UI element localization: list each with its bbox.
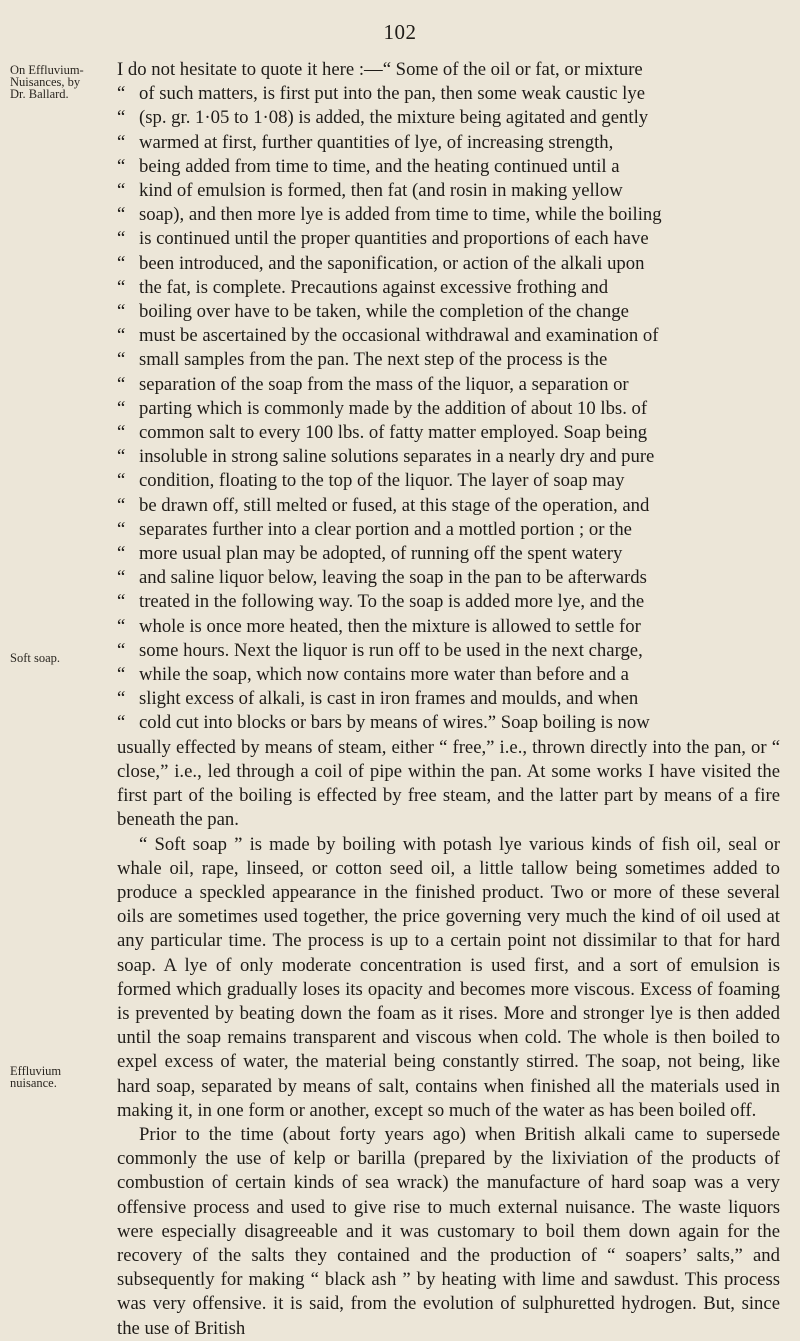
- quote-line-text: while the soap, which now contains more water than before and a: [139, 664, 629, 686]
- quote-mark: “: [117, 373, 126, 395]
- quote-line-text: the fat, is complete. Precautions against excessive frothing and: [139, 276, 609, 298]
- quote-line-text: separation of the soap from the mass of the liquor, a separation or: [139, 373, 629, 395]
- quote-mark: “: [117, 180, 126, 202]
- quote-line-text: separates further into a clear portion and a mottled portion ; or the: [139, 518, 632, 540]
- quote-last-line-text: cold cut into blocks or bars by means of wires.” Soap boiling is now: [139, 712, 650, 734]
- quote-mark: “: [117, 349, 126, 371]
- quote-line: [117, 494, 780, 518]
- quote-line-text: boiling over have to be taken, while the completion of the change: [139, 301, 629, 323]
- quote-mark: “: [117, 397, 126, 419]
- quote-intro-line: I do not hesitate to quote it here :—“ Some of the oil or fat, or mixture: [117, 59, 643, 80]
- quote-line: [117, 324, 780, 348]
- quote-line: [117, 663, 780, 687]
- paragraph-soft-soap: “ Soft soap ” is made by boiling with potash lye various kinds of fish oil, seal or whale oil, rape, linseed, or cotton seed oil, a little tallow being sometimes added to produce a speckled appearance in the finished product. Two or more of these several oils are sometimes used together, the price governing very much the kind of oil used at any particular time. The process is up to a certain point not dissimilar to that for hard soap. A lye of only moderate concentration is used first, and a sort of emulsion is formed which gradually loses its opacity and becomes more viscous. Excess of foaming is prevented by beating down the foam as it rises. More and stronger lye is then added until the soap remains transparent and viscous when cold. The whole is then boiled to expel excess of water, the material being constantly stirred. The soap, not being, like hard soap, separated by means of salt, contains when finished all the materials used in making it, in one form or another, except so much of the water as has been boiled off.: [117, 833, 780, 1121]
- quote-line: [117, 227, 780, 251]
- quote-mark: “: [117, 470, 126, 492]
- page-number: 102: [383, 20, 417, 44]
- quote-line: [117, 373, 780, 397]
- quote-mark: “: [117, 639, 126, 661]
- quote-mark: “: [117, 543, 126, 565]
- quote-line: [117, 445, 780, 469]
- quote-line-text: kind of emulsion is formed, then fat (and rosin in making yellow: [139, 180, 623, 202]
- quote-mark: “: [117, 155, 126, 177]
- quote-mark: “: [117, 422, 126, 444]
- quote-mark: “: [117, 325, 126, 347]
- quote-line: [117, 203, 780, 227]
- paragraph-effluvium-nuisance: Prior to the time (about forty years ago) when British alkali came to supersede commonly the use of kelp or barilla (prepared by the lixiviation of the products of combustion of certain kinds of sea wrack) the manufacture of hard soap was a very offensive process and used to give rise to much external nuisance. The waste liquors were especially disagreeable and it was customary to boil them down again for the recovery of the salts they contained and the production of “ soapers’ salts,” and subsequently for making “ black ash ” by heating with lime and sawdust. This process was very offensive. it is said, from the evolution of sulphuretted hydrogen. But, since the use of British: [117, 1123, 780, 1339]
- quote-line: [117, 106, 780, 130]
- quote-lines: [117, 82, 780, 711]
- quote-line-text: more usual plan may be adopted, of running off the spent watery: [139, 543, 623, 565]
- quote-line: [117, 639, 780, 663]
- page-body: [117, 58, 780, 1341]
- quote-mark: “: [117, 107, 126, 129]
- quote-mark: “: [117, 591, 126, 613]
- quote-mark: “: [117, 688, 126, 710]
- quote-line: [117, 590, 780, 614]
- quote-mark: “: [117, 446, 126, 468]
- quote-line-text: being added from time to time, and the heating continued until a: [139, 155, 620, 177]
- quote-line-text: and saline liquor below, leaving the soap in the pan to be afterwards: [139, 567, 647, 589]
- quote-line: [117, 300, 780, 324]
- quote-line: [117, 131, 780, 155]
- quote-line: [117, 518, 780, 542]
- quoted-block: [117, 58, 780, 736]
- quote-line-text: must be ascertained by the occasional withdrawal and examination of: [139, 325, 659, 347]
- quote-line: [117, 687, 780, 711]
- quote-line-text: parting which is commonly made by the addition of about 10 lbs. of: [139, 397, 648, 419]
- quote-line-text: been introduced, and the saponification, or action of the alkali upon: [139, 252, 645, 274]
- quote-mark: “: [117, 228, 126, 250]
- quote-line: [117, 179, 780, 203]
- quote-line-text: soap), and then more lye is added from time to time, while the boiling: [139, 204, 662, 226]
- quote-mark: “: [117, 252, 126, 274]
- quote-line-text: insoluble in strong saline solutions separates in a nearly dry and pure: [139, 446, 655, 468]
- quote-line-text: is continued until the proper quantities and proportions of each have: [139, 228, 649, 250]
- quote-mark: “: [117, 615, 126, 637]
- quote-mark: “: [117, 204, 126, 226]
- quote-mark: “: [117, 301, 126, 323]
- quote-line: [117, 542, 780, 566]
- quote-last-line: “ cold cut into blocks or bars by means of wires.” Soap boiling is now: [117, 712, 650, 734]
- quote-line: [117, 82, 780, 106]
- quote-mark: “: [117, 276, 126, 298]
- quote-line-text: warmed at first, further quantities of lye, of increasing strength,: [139, 131, 614, 153]
- paragraph-steam-boiling: usually effected by means of steam, either “ free,” i.e., thrown directly into the pan, or “ close,” i.e., led through a coil of pipe within the pan. At some works I have visited the first part of the boiling is effected by free steam, and the latter part by means of a fire beneath the pan.: [117, 736, 780, 831]
- quote-line: [117, 421, 780, 445]
- sidenote-effluvium-nuisance: Effluvium nuisance.: [10, 1064, 62, 1090]
- quote-line: [117, 397, 780, 421]
- quote-line-text: slight excess of alkali, is cast in iron frames and moulds, and when: [139, 688, 639, 710]
- quote-line: [117, 469, 780, 493]
- quote-line-text: be drawn off, still melted or fused, at this stage of the operation, and: [139, 494, 650, 516]
- quote-line-text: small samples from the pan. The next step of the process is the: [139, 349, 608, 371]
- quote-line-text: of such matters, is first put into the pan, then some weak caustic lye: [139, 83, 645, 105]
- quote-line: [117, 276, 780, 300]
- sidenote-soft-soap: Soft soap.: [10, 651, 60, 665]
- quote-line-text: some hours. Next the liquor is run off to be used in the next charge,: [139, 639, 643, 661]
- quote-mark: “: [117, 83, 126, 105]
- quote-line-text: condition, floating to the top of the liquor. The layer of soap may: [139, 470, 625, 492]
- quote-line: [117, 155, 780, 179]
- quote-mark: “: [117, 518, 126, 540]
- quote-mark: “: [117, 567, 126, 589]
- quote-line: [117, 252, 780, 276]
- quote-line-text: common salt to every 100 lbs. of fatty matter employed. Soap being: [139, 422, 648, 444]
- quote-line: [117, 348, 780, 372]
- quote-line-text: treated in the following way. To the soap is added more lye, and the: [139, 591, 645, 613]
- quote-mark: “: [117, 131, 126, 153]
- quote-line-text: (sp. gr. 1·05 to 1·08) is added, the mixture being agitated and gently: [139, 107, 649, 129]
- sidenote-effluvium-nuisances: On Effluvium-Nuisances, by Dr. Ballard.: [10, 63, 84, 101]
- quote-line-text: whole is once more heated, then the mixture is allowed to settle for: [139, 615, 641, 637]
- quote-line: [117, 615, 780, 639]
- quote-mark: “: [117, 664, 126, 686]
- quote-mark: “: [117, 494, 126, 516]
- quote-line: [117, 566, 780, 590]
